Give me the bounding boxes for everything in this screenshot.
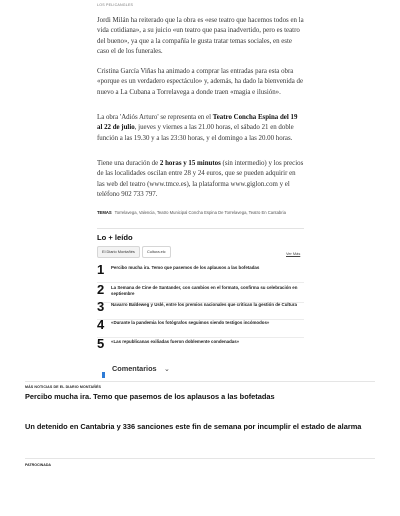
rank-headline[interactable]: «Las republicanas exiliadas fueron doblemente condenadas» — [111, 339, 240, 344]
text-run: , jueves y viernes a las 21.00 horas, el sábado 21 en doble función a las 19.30 y a las 23:30 horas, y el domingo a las 20.00 horas. — [97, 124, 294, 142]
more-news-label: MÁS NOTICIAS DE EL DIARIO MONTAÑÉS — [25, 385, 101, 389]
see-all-link[interactable]: Ver Más — [286, 251, 301, 256]
divider — [25, 458, 375, 459]
text-run: (sin intermedio) y los precios de las localidades oscilan entre 28 y 24 euros, que se pueden adquirir en las web del teatro (www.tmce.es), la plataforma www.giglon.com y el teléfono 902 733 797. — [97, 160, 304, 199]
rank-number: 3 — [97, 299, 105, 314]
comments-toggle[interactable]: Comentarios — [112, 364, 157, 373]
chevron-down-icon[interactable]: ⌄ — [164, 366, 170, 373]
rank-headline[interactable]: La Semana de Cine de Santander, con cambios en el formato, confirma su celebración en septiembre — [111, 285, 298, 296]
rank-headline[interactable]: «Durante la pandemia los fotógrafos seguimos siendo testigos incómodos» — [111, 320, 270, 325]
paragraph — [97, 159, 304, 201]
rank-number: 5 — [97, 336, 105, 351]
image-caption: LOS PELICANGLES — [97, 3, 134, 7]
bold-text: 2 horas y 15 minutos — [159, 160, 221, 167]
paragraph — [97, 16, 304, 58]
paragraph — [97, 67, 304, 98]
more-news-headline[interactable]: Percibo mucha ira. Temo que pasemos de los aplausos a las bofetadas — [25, 392, 275, 401]
bold-text: Teatro Concha Espina del 19 al 22 de julio — [97, 114, 298, 132]
divider — [97, 228, 304, 229]
text-run: Tiene una duración de — [97, 160, 160, 167]
rank-number: 1 — [97, 262, 105, 277]
tags-links[interactable]: Torrelavega, Valencia, Teatro Municipal Concha Espina De Torrelavega, Teatro En Cantabria — [114, 210, 286, 215]
text-run: La obra 'Adiós Arturo' se representa en el — [97, 114, 213, 121]
rank-headline[interactable]: Navarro Baldeweg y Uslé, entre los premios nacionales que critican la gestión de Cultura — [111, 302, 297, 307]
paragraph — [97, 113, 304, 144]
rank-number: 2 — [97, 282, 105, 297]
tags-label: TEMAS — [97, 210, 112, 215]
sponsored-label: PATROCINADA — [25, 463, 52, 467]
rank-number: 4 — [97, 317, 105, 332]
divider — [25, 381, 375, 382]
text-run: Cristina García Viñas ha animado a comprar las entradas para esta obra «porque es un verdadero espectáculo» y, además, ha dado la bienvenida de nuevo a La Cubana a Torrelavega a donde traen «magia e ilusión». — [97, 68, 303, 96]
divider — [97, 337, 304, 338]
rank-headline[interactable]: Percibo mucha ira. Temo que pasemos de los aplausos a las bofetadas — [111, 265, 260, 270]
more-news-headline[interactable]: Un detenido en Cantabria y 336 sanciones este fin de semana por incumplir el estado de alarma — [25, 422, 362, 431]
text-run: Jordi Milán ha reiterado que la obra es «ese teatro que hacemos todos en la vida cotidiana», a su juicio «un teatro que pasa inadvertido, pero es teatro del bueno», ya que a la compañía le gusta tratar temas sociales, en este caso el de los funerales. — [97, 17, 304, 56]
divider — [97, 282, 304, 283]
most-read-title: Lo + leído — [97, 233, 133, 242]
tab-diario-montanes[interactable]: El Diario Montañés — [97, 246, 140, 258]
article-tags — [97, 210, 304, 217]
accent-marker — [102, 372, 105, 378]
tab-cultura[interactable]: Cultura.elc — [142, 246, 171, 258]
